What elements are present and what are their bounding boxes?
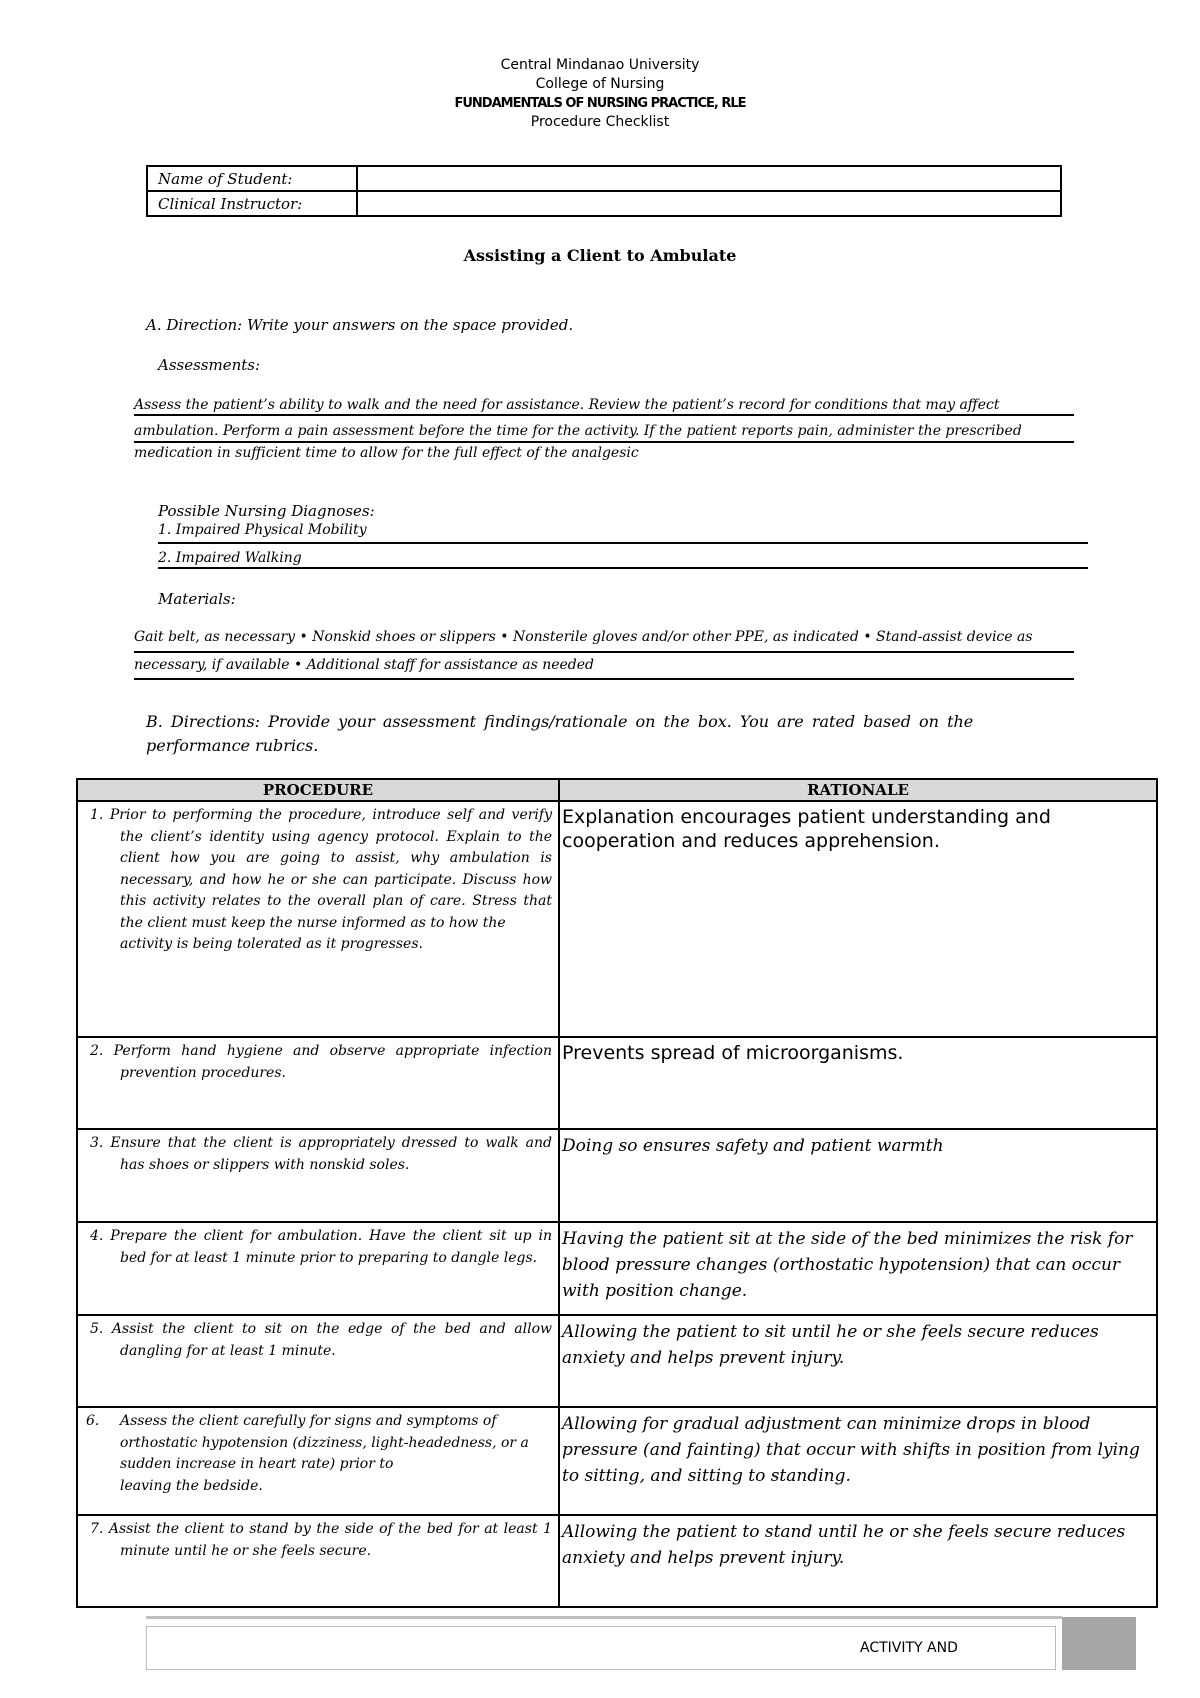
procedure-cell <box>77 801 559 1037</box>
university-name: Central Mindanao University <box>500 57 700 73</box>
assessments-label: Assessments: <box>158 356 261 374</box>
procedure-cell <box>77 1222 559 1315</box>
procedure-step-5: 5. Assist the client to sit on the edge of the bed and allow dangling for at least 1 minute. <box>90 1321 552 1359</box>
procedure-step-3: 3. Ensure that the client is appropriately dressed to walk and has shoes or slippers with nonskid soles. <box>90 1135 552 1173</box>
table-row <box>77 1222 1157 1315</box>
section-b-direction-1: B. Directions: Provide your assessment findings/rationale on the box. You are rated based on the <box>146 712 974 731</box>
assessments-line-1: Assess the patient’s ability to walk and the need for assistance. Review the patient’s record for conditions that may affect <box>134 397 1000 413</box>
student-name-field[interactable] <box>357 166 1061 191</box>
procedure-step-1: 1. Prior to performing the procedure, introduce self and verify the client’s identity using agency protocol. Explain to the client how you are going to assist, why ambulation is necessary, and how he or she can participate. Discuss how this activity relates to the overall plan of care. Stress that the client must keep the nurse informed as to how the <box>90 807 552 931</box>
procedure-step-6-cont: leaving the bedside. <box>120 1477 263 1494</box>
procedure-cell <box>77 1515 559 1607</box>
procedure-step-2: 2. Perform hand hygiene and observe appropriate infection prevention procedures. <box>90 1043 552 1081</box>
procedure-step-7: 7. Assist the client to stand by the side of the bed for at least 1 minute until he or she feels secure. <box>90 1521 552 1559</box>
materials-answer <box>134 625 1074 680</box>
materials-label: Materials: <box>158 590 236 608</box>
procedure-cell <box>77 1407 559 1515</box>
footer-divider <box>146 1616 1062 1619</box>
assessments-underline <box>134 414 1074 416</box>
procedure-step-1-cont: activity is being tolerated as it progresses. <box>120 936 423 952</box>
rationale-cell[interactable]: Explanation encourages patient understanding and cooperation and reduces apprehension. <box>559 801 1157 1037</box>
section-b-direction-2: performance rubrics. <box>146 736 319 755</box>
clinical-instructor-label: Clinical Instructor: <box>147 191 357 216</box>
table-row <box>77 801 1157 1037</box>
table-row <box>77 1037 1157 1129</box>
materials-line-1: Gait belt, as necessary • Nonskid shoes or slippers • Nonsterile gloves and/or other PPE, as indicated • Stand-assist device as <box>134 625 1074 653</box>
college-name: College of Nursing <box>535 76 665 92</box>
student-name-label: Name of Student: <box>147 166 357 191</box>
student-info-table <box>146 165 1062 217</box>
procedure-title: Assisting a Client to Ambulate <box>463 246 737 265</box>
rationale-cell[interactable]: Doing so ensures safety and patient warmth <box>559 1129 1157 1222</box>
procedure-cell <box>77 1037 559 1129</box>
assessments-line-3: medication in sufficient time to allow for the full effect of the analgesic <box>134 445 639 461</box>
diagnoses-label: Possible Nursing Diagnoses: <box>158 502 375 520</box>
procedure-cell <box>77 1315 559 1407</box>
table-row <box>77 1315 1157 1407</box>
diagnoses-list <box>158 522 1088 569</box>
procedure-step-6: Assess the client carefully for signs and symptoms of orthostatic hypotension (dizziness, light-headedness, or a sudden increase in heart rate) prior to <box>120 1413 529 1472</box>
procedure-step-6-number: 6. <box>86 1413 100 1429</box>
procedure-column-header: PROCEDURE <box>77 779 559 801</box>
rationale-cell[interactable]: Allowing the patient to sit until he or she feels secure reduces anxiety and helps prevent injury. <box>559 1315 1157 1407</box>
rationale-column-header: RATIONALE <box>559 779 1157 801</box>
document-header <box>0 56 1200 132</box>
rationale-cell[interactable]: Having the patient sit at the side of the bed minimizes the risk for blood pressure changes (orthostatic hypotension) that can occur with position change. <box>559 1222 1157 1315</box>
course-title: FUNDAMENTALS OF NURSING PRACTICE, RLE <box>454 96 746 111</box>
clinical-instructor-field[interactable] <box>357 191 1061 216</box>
footer-page-block <box>1062 1617 1136 1670</box>
diagnosis-item-1: 1. Impaired Physical Mobility <box>158 522 1088 544</box>
table-row <box>77 1515 1157 1607</box>
rationale-cell[interactable]: Allowing for gradual adjustment can minimize drops in blood pressure (and fainting) that occur with shifts in position from lying to sitting, and sitting to standing. <box>559 1407 1157 1515</box>
procedure-cell <box>77 1129 559 1222</box>
document-type: Procedure Checklist <box>530 114 670 130</box>
assessments-line-2: ambulation. Perform a pain assessment before the time for the activity. If the patient reports pain, administer the prescribed <box>134 418 1074 443</box>
procedure-step-4: 4. Prepare the client for ambulation. Have the client sit up in bed for at least 1 minute prior to preparing to dangle legs. <box>90 1228 552 1266</box>
table-row <box>77 1129 1157 1222</box>
materials-line-2: necessary, if available • Additional staff for assistance as needed <box>134 653 1074 680</box>
rationale-cell[interactable]: Allowing the patient to stand until he or she feels secure reduces anxiety and helps prevent injury. <box>559 1515 1157 1607</box>
table-header-row <box>77 779 1157 801</box>
procedure-checklist-table <box>76 778 1158 1608</box>
section-a-direction: A. Direction: Write your answers on the space provided. <box>146 316 574 334</box>
table-row <box>77 1407 1157 1515</box>
footer-text: ACTIVITY AND <box>860 1640 958 1656</box>
diagnosis-item-2: 2. Impaired Walking <box>158 544 1088 569</box>
assessments-answer <box>134 393 1074 464</box>
rationale-cell[interactable]: Prevents spread of microorganisms. <box>559 1037 1157 1129</box>
